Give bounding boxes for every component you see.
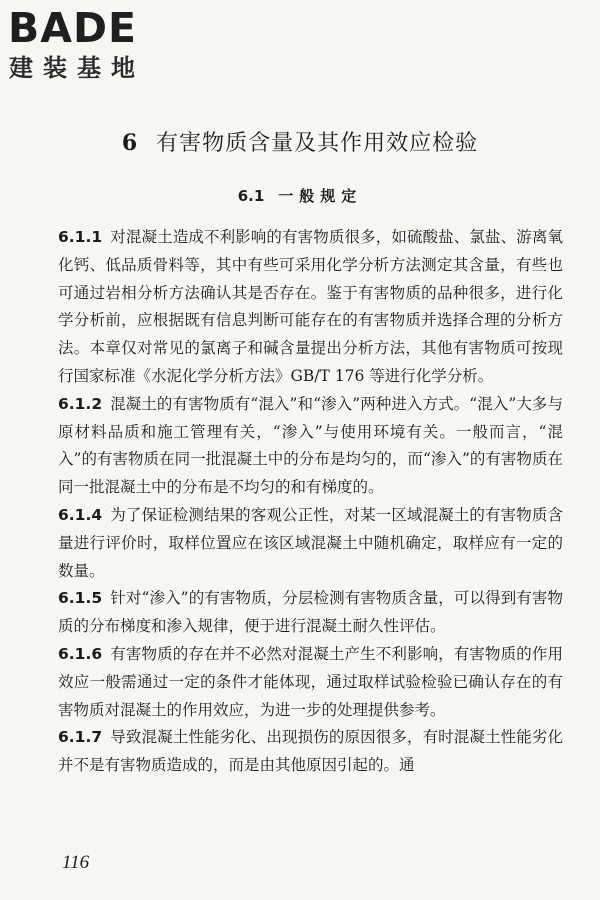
clause-paragraph — [58, 391, 563, 502]
clause-number: 6.1.2 — [58, 394, 103, 413]
body-text — [58, 224, 563, 780]
clause-text: 针对“渗入”的有害物质，分层检测有害物质含量，可以得到有害物质的分布梯度和渗入规律，便于进行混凝土耐久性评估。 — [58, 589, 563, 636]
clause-number: 6.1.4 — [58, 505, 103, 524]
logo-subtitle: 建装基地 — [9, 54, 145, 82]
clause-text: 混凝土的有害物质有“混入”和“渗入”两种进入方式。“混入”大多与原材料品质和施工管理有关，“渗入”与使用环境有关。一般而言，“混入”的有害物质在同一批混凝土中的分布是均匀的，而“渗入”的有害物质在同一批混凝土中的分布是不均匀的和有梯度的。 — [58, 394, 563, 497]
section-title-text: 一般规定 — [278, 187, 363, 205]
clause-text: 对混凝土造成不利影响的有害物质很多，如硫酸盐、氯盐、游离氧化钙、低品质骨料等，其中有些可采用化学分析方法测定其含量，有些也可通过岩相分析方法确认其是否存在。鉴于有害物质的品种很多，进行化学分析前，应根据既有信息判断可能存在的有害物质并选择合理的分析方法。本章仅对常见的氯离子和碱含量提出分析方法，其他有害物质可按现行国家标准《水泥化学分析方法》GB/T 176 等进行化学分析。 — [58, 228, 563, 385]
brand-logo — [8, 6, 178, 86]
clause-number: 6.1.7 — [58, 728, 103, 747]
clause-text: 有害物质的存在并不必然对混凝土产生不利影响，有害物质的作用效应一般需通过一定的条件才能体现，通过取样试验检验已确认存在的有害物质对混凝土的作用效应，为进一步的处理提供参考。 — [58, 644, 563, 719]
clause-paragraph — [58, 724, 563, 780]
clause-paragraph — [58, 641, 563, 724]
logo-wordmark: BADE — [8, 4, 138, 52]
clause-paragraph — [58, 224, 563, 391]
section-title — [0, 184, 600, 208]
chapter-title — [0, 128, 600, 159]
section-number: 6.1 — [237, 187, 265, 205]
page-number: 116 — [62, 852, 90, 873]
clause-number: 6.1.1 — [58, 228, 103, 246]
clause-paragraph — [58, 585, 563, 641]
clause-number: 6.1.5 — [58, 589, 103, 608]
clause-text: 为了保证检测结果的客观公正性，对某一区域混凝土的有害物质含量进行评价时，取样位置应在该区域混凝土中随机确定，取样应有一定的数量。 — [58, 505, 563, 580]
clause-paragraph — [58, 502, 563, 585]
clause-text: 导致混凝土性能劣化、出现损伤的原因很多，有时混凝土性能劣化并不是有害物质造成的，而是由其他原因引起的。通 — [58, 728, 563, 775]
chapter-number: 6 — [121, 130, 139, 156]
clause-number: 6.1.6 — [58, 644, 103, 663]
chapter-title-text: 有害物质含量及其作用效应检验 — [156, 131, 479, 156]
